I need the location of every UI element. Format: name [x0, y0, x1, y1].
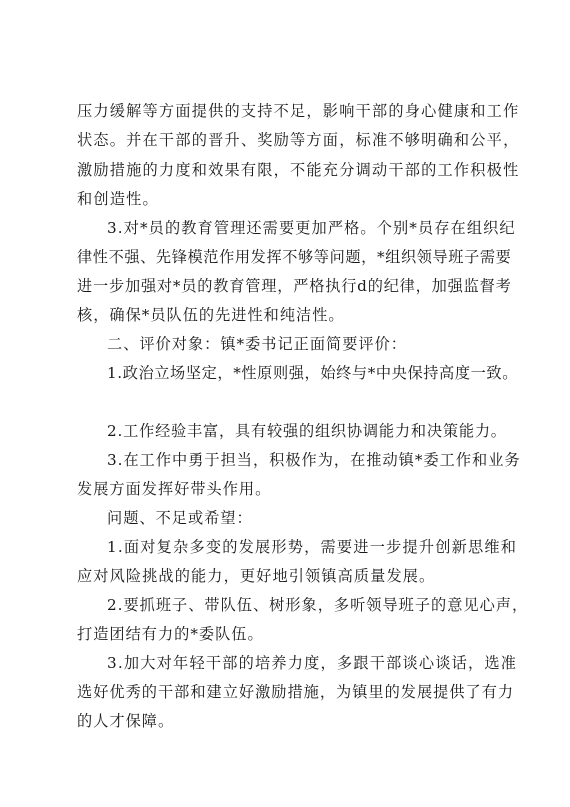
paragraph-line: 压力缓解等方面提供的支持不足，影响干部的身心健康和工作	[77, 102, 520, 120]
section-heading: 问题、不足或希望：	[107, 509, 253, 527]
paragraph-line: 进一步加强对*员的教育管理，严格执行d的纪律，加强监督考	[77, 277, 512, 295]
paragraph-line: 应对风险挑战的能力，更好地引领镇高质量发展。	[77, 567, 436, 585]
paragraph-line: 选好优秀的干部和建立好激励措施，为镇里的发展提供了有力	[77, 683, 515, 701]
paragraph-line: 核，确保*员队伍的先进性和纯洁性。	[77, 306, 345, 324]
paragraph-line: 和创造性。	[77, 190, 159, 208]
paragraph-line: 发展方面发挥好带头作用。	[77, 480, 272, 498]
paragraph-line: 1.面对复杂多变的发展形势，需要进一步提升创新思维和	[107, 538, 518, 556]
paragraph-line: 3.加大对年轻干部的培养力度，多跟干部谈心谈话，选准	[107, 654, 518, 672]
paragraph-line: 3.对*员的教育管理还需要更加严格。个别*员存在组织纪	[107, 219, 516, 237]
paragraph-line: 打造团结有力的*委队伍。	[77, 625, 264, 643]
paragraph-line: 激励措施的力度和效果有限，不能充分调动干部的工作积极性	[77, 161, 520, 179]
paragraph-line: 的人才保障。	[77, 712, 175, 730]
paragraph-line: 律性不强、先锋模范作用发挥不够等问题，*组织领导班子需要	[77, 248, 512, 266]
paragraph-line: 状态。并在干部的晋升、奖励等方面，标准不够明确和公平，	[77, 131, 520, 149]
paragraph-line: 3.在工作中勇于担当，积极作为，在推动镇*委工作和业务	[107, 451, 521, 469]
paragraph-line: 2.工作经验丰富，具有较强的组织协调能力和决策能力。	[107, 422, 507, 440]
paragraph-line: 1.政治立场坚定，*性原则强，始终与*中央保持高度一致。	[107, 364, 518, 382]
section-heading: 二、评价对象：镇*委书记正面简要评价：	[107, 335, 407, 353]
paragraph-line: 2.要抓班子、带队伍、树形象，多听领导班子的意见心声，	[107, 596, 529, 614]
